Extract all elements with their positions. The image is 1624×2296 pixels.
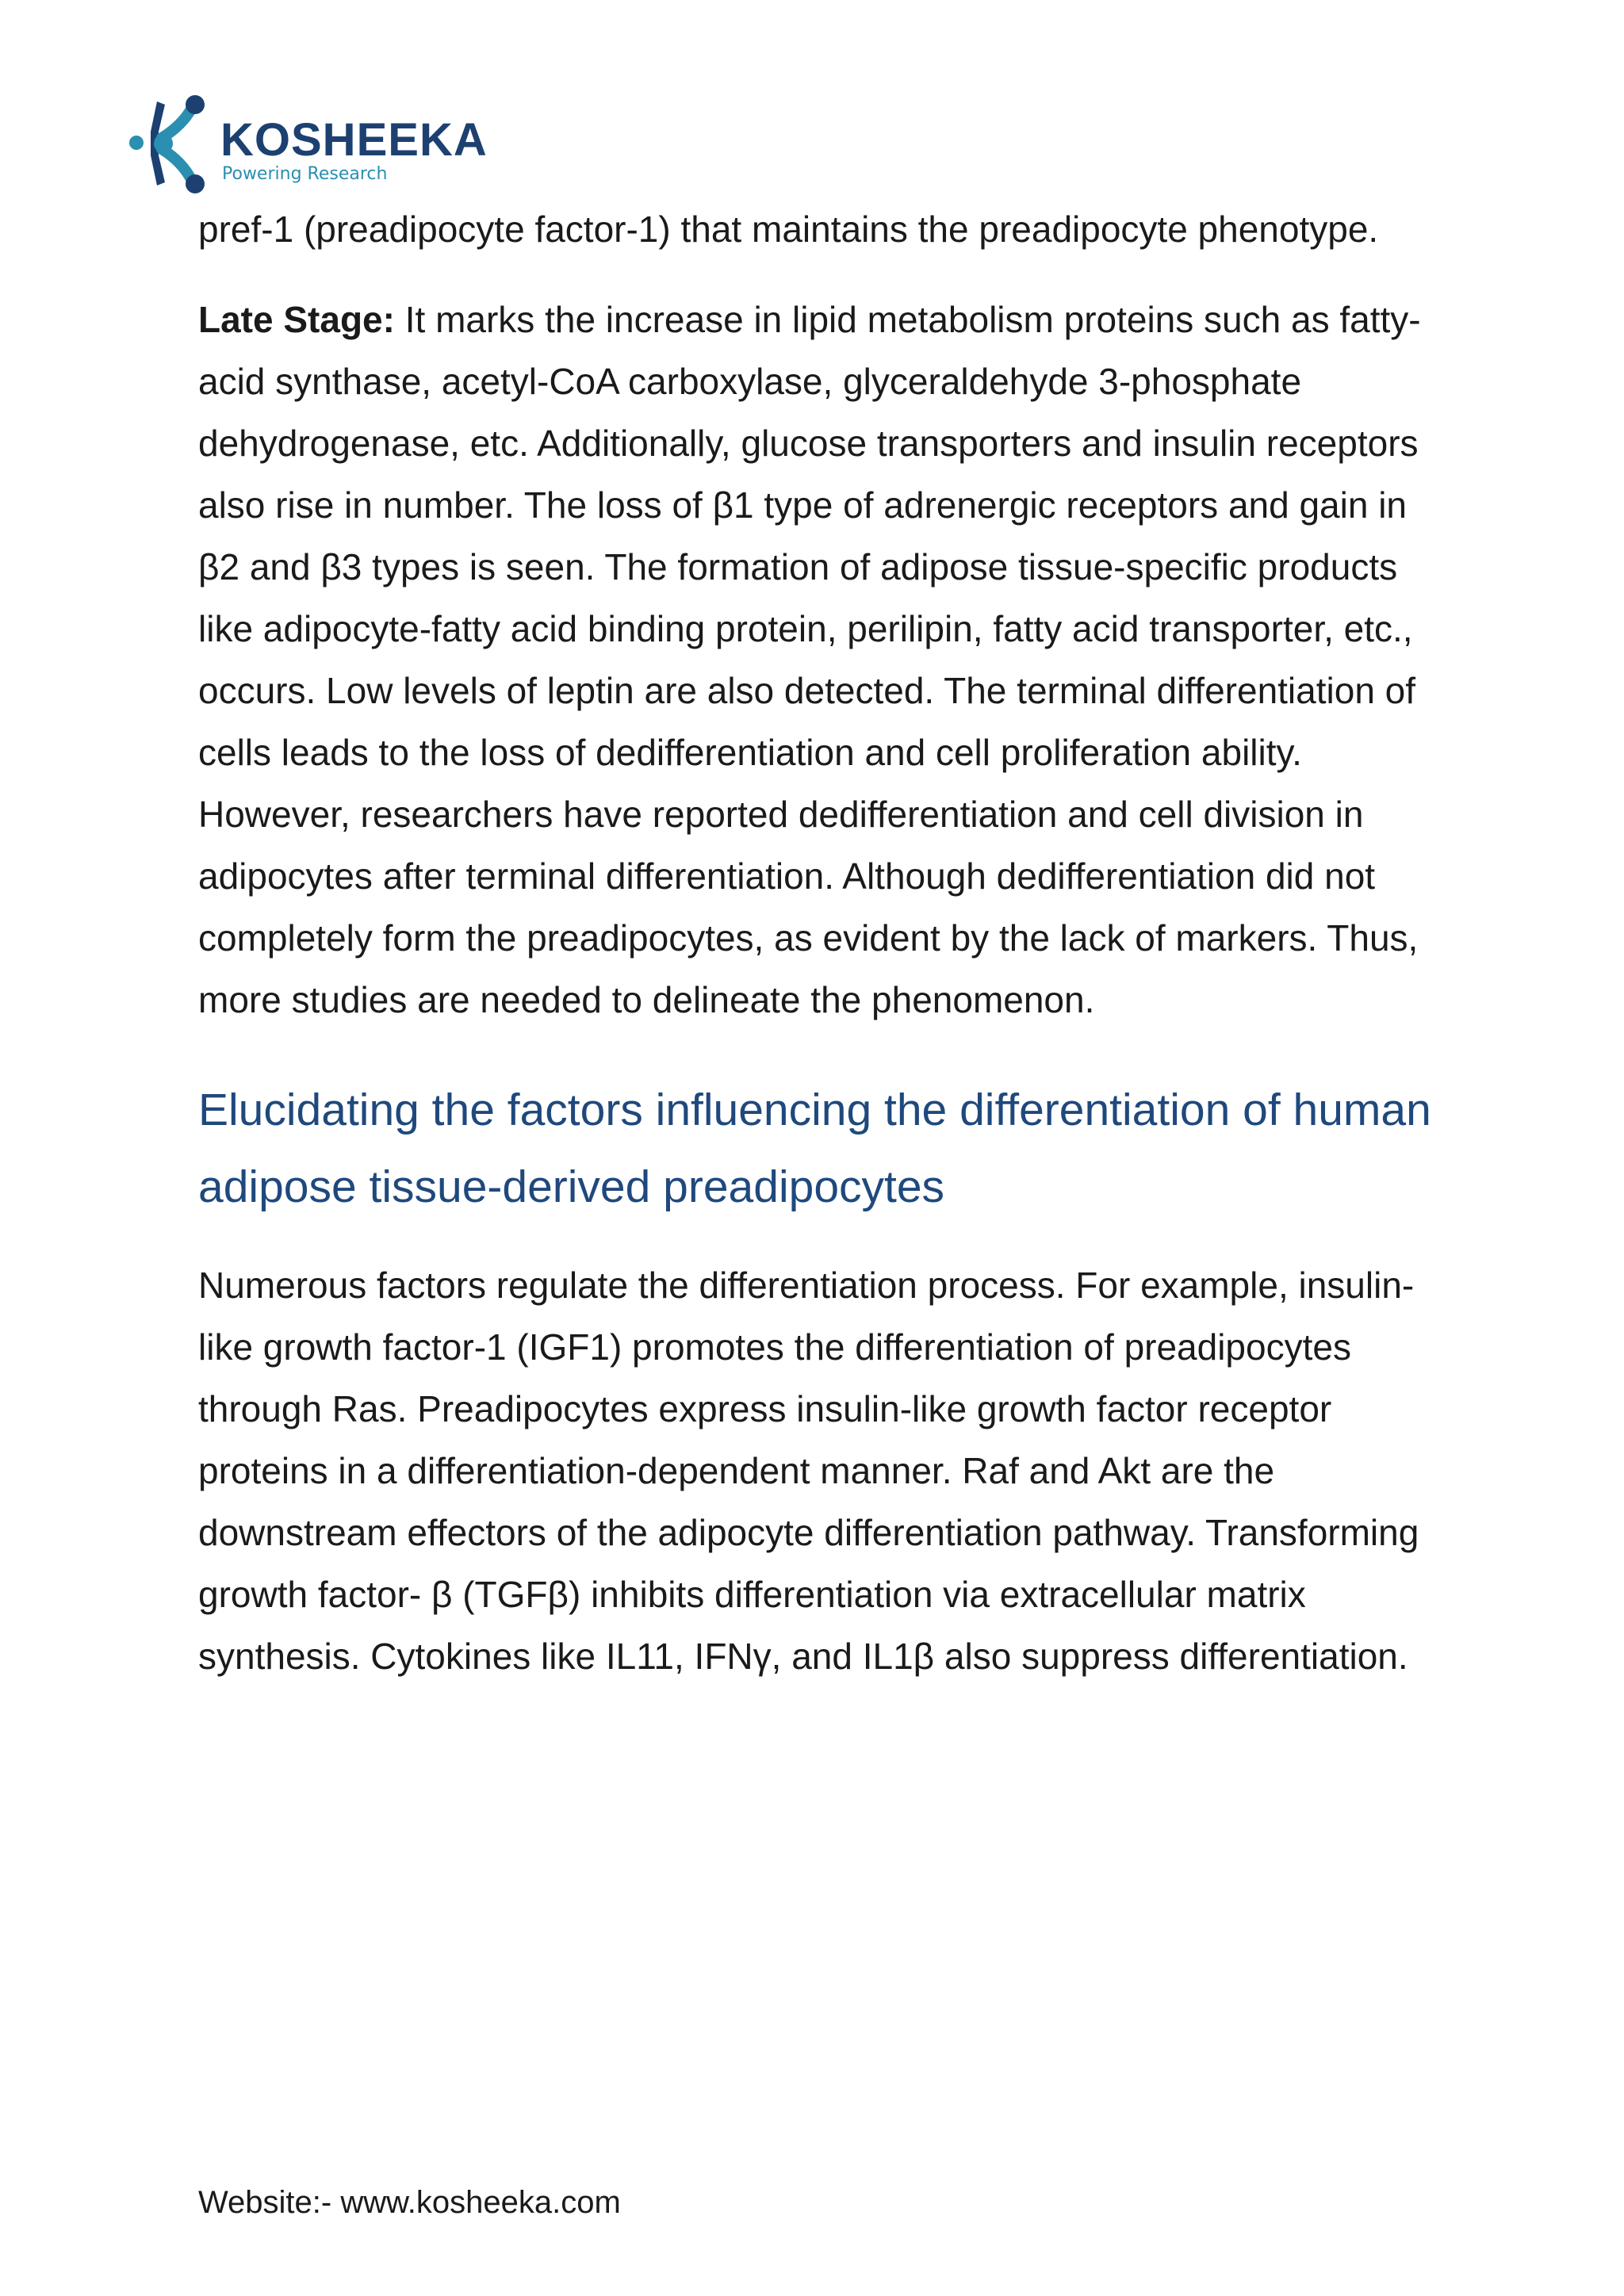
section-heading: Elucidating the factors influencing the differentiation of human adipose tissue-derived preadipocytes: [198, 1085, 1431, 1212]
logo-tagline: Powering Research: [222, 164, 388, 184]
footer-website: Website:- www.kosheeka.com: [198, 2185, 621, 2220]
late-stage-label: Late Stage:: [198, 299, 395, 340]
logo-wordmark: KOSHEEKA: [220, 114, 488, 166]
late-stage-text: It marks the increase in lipid metabolism proteins such as fatty-acid synthase, acetyl-CoA carboxylase, glyceraldehyde 3-phosphate dehydrogenase, etc. Additionally, glucose transporters and insulin receptors also rise in number. The loss of β1 type of adrenergic receptors and gain in β2 and β3 types is seen. The formation of adipose tissue-specific products like adipocyte-fatty acid binding protein, perilipin, fatty acid transporter, etc., occurs. Low levels of leptin are also detected. The terminal differentiation of cells leads to the loss of dedifferentiation and cell proliferation ability. However, researchers have reported dedifferentiation and cell division in adipocytes after terminal differentiation. Although dedifferentiation did not completely form the preadipocytes, as evident by the lack of markers. Thus, more studies are needed to delineate the phenomenon.: [198, 299, 1421, 1020]
document-body: [198, 198, 1451, 1716]
factors-paragraph: Numerous factors regulate the differentiation process. For example, insulin-like growth factor-1 (IGF1) promotes the differentiation of preadipocytes through Ras. Preadipocytes express insulin-like growth factor receptor proteins in a differentiation-dependent manner. Raf and Akt are the downstream effectors of the adipocyte differentiation pathway. Transforming growth factor- β (TGFβ) inhibits differentiation via extracellular matrix synthesis. Cytokines like IL11, IFNγ, and IL1β also suppress differentiation.: [198, 1265, 1419, 1677]
late-stage-paragraph: [198, 289, 1451, 1031]
molecule-logo-icon: [127, 94, 222, 197]
intro-paragraph: pref-1 (preadipocyte factor-1) that maintains the preadipocyte phenotype.: [198, 209, 1379, 250]
kosheeka-logo: [127, 94, 508, 197]
